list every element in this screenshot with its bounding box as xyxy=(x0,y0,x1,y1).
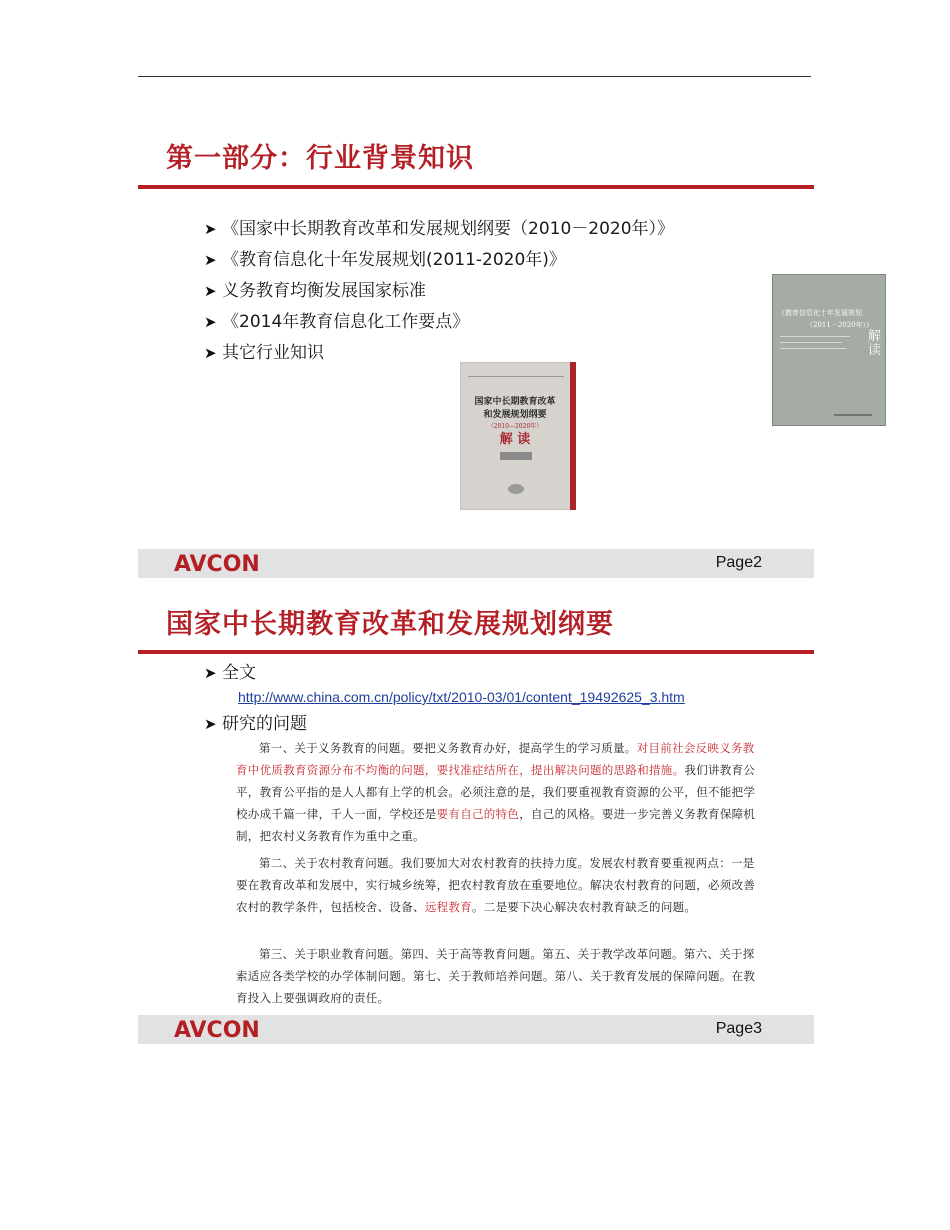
slide-footer xyxy=(138,549,814,578)
slide-page2 xyxy=(138,0,882,580)
right-arrowhead-icon: ➤ xyxy=(204,251,217,269)
book-title-line: 《教育信息化十年发展规划 xyxy=(778,309,862,317)
bullet-list xyxy=(204,214,674,369)
book-title-line: 和发展规划纲要 xyxy=(483,410,547,420)
paragraph-other-issues: 第三、关于职业教育问题。第四、关于高等教育问题。第五、关于教学改革问题。第六、关于探索适应各类学校的办学体制问题。第七、关于教师培养问题。第八、关于教育发展的保障问题。在教育投入上要强调政府的责任。 xyxy=(236,947,756,1005)
slide-page3 xyxy=(138,578,814,1048)
right-arrowhead-icon: ➤ xyxy=(204,664,217,682)
book-cover-informatization-plan xyxy=(772,274,886,426)
bullet-item: ➤ 《2014年教育信息化工作要点》 xyxy=(204,307,674,338)
page-number: Page2 xyxy=(715,554,762,571)
book-cover-outline-interpretation xyxy=(460,362,576,510)
bullet-item: ➤ 义务教育均衡发展国家标准 xyxy=(204,276,674,307)
paragraph-compulsory-education: 第一、关于义务教育的问题。要把义务教育办好，提高学生的学习质量。对目前社会反映义务教育中优质教育资源分布不均衡的问题，要找准症结所在，提出解决问题的思路和措施。我们讲教育公平，教育公平指的是人人都有上学的机会。必须注意的是，我们要重视教育资源的公平，但不能把学校办成千篇一律，千人一面，学校还是要有自己的特色，自己的风格。要进一步完善义务教育保障机制，把农村义务教育作为重中之重。 xyxy=(236,741,756,843)
section-heading-research-questions: ➤ 研究的问题 xyxy=(204,714,307,734)
book-years: （2010—2020年） xyxy=(487,423,543,430)
book-main-title: 解读 xyxy=(868,329,882,358)
svg-text:AVCON: AVCON xyxy=(174,552,260,575)
book-main-title: 解 读 xyxy=(499,432,531,447)
section-heading-full-text: ➤ 全文 xyxy=(204,663,256,683)
book-title-line: 国家中长期教育改革 xyxy=(474,397,556,407)
paragraph-rural-education: 第二、关于农村教育问题。我们要加大对农村教育的扶持力度。发展农村教育要重视两点：一是要在教育改革和发展中，实行城乡统筹，把农村教育放在重要地位。解决农村教育的问题，必须改善农村的教学条件，包括校舍、设备、远程教育。二是要下决心解决农村教育缺乏的问题。 xyxy=(236,856,756,914)
title-underline xyxy=(138,650,814,654)
right-arrowhead-icon: ➤ xyxy=(204,344,217,362)
bullet-item: ➤ 《国家中长期教育改革和发展规划纲要（2010－2020年）》 xyxy=(204,214,674,245)
avcon-logo xyxy=(174,1017,298,1041)
right-arrowhead-icon: ➤ xyxy=(204,220,217,238)
bullet-item: ➤ 《教育信息化十年发展规划(2011-2020年)》 xyxy=(204,245,674,276)
slide-footer xyxy=(138,1015,814,1044)
book-spine xyxy=(570,362,576,510)
book-title-line: （2011－2020年）》 xyxy=(806,321,874,329)
slide-title: 国家中长期教育改革和发展规划纲要 xyxy=(166,609,614,640)
avcon-logo xyxy=(174,551,298,575)
slide-title: 第一部分：行业背景知识 xyxy=(166,143,474,174)
right-arrowhead-icon: ➤ xyxy=(204,282,217,300)
right-arrowhead-icon: ➤ xyxy=(204,313,217,331)
svg-text:AVCON: AVCON xyxy=(174,1018,260,1041)
bullet-item: ➤ 其它行业知识 xyxy=(204,338,674,369)
right-arrowhead-icon: ➤ xyxy=(204,715,217,733)
page-number: Page3 xyxy=(715,1020,762,1037)
title-underline xyxy=(138,185,814,189)
full-text-link[interactable]: http://www.china.com.cn/policy/txt/2010-03/01/content_19492625_3.htm xyxy=(238,689,685,705)
